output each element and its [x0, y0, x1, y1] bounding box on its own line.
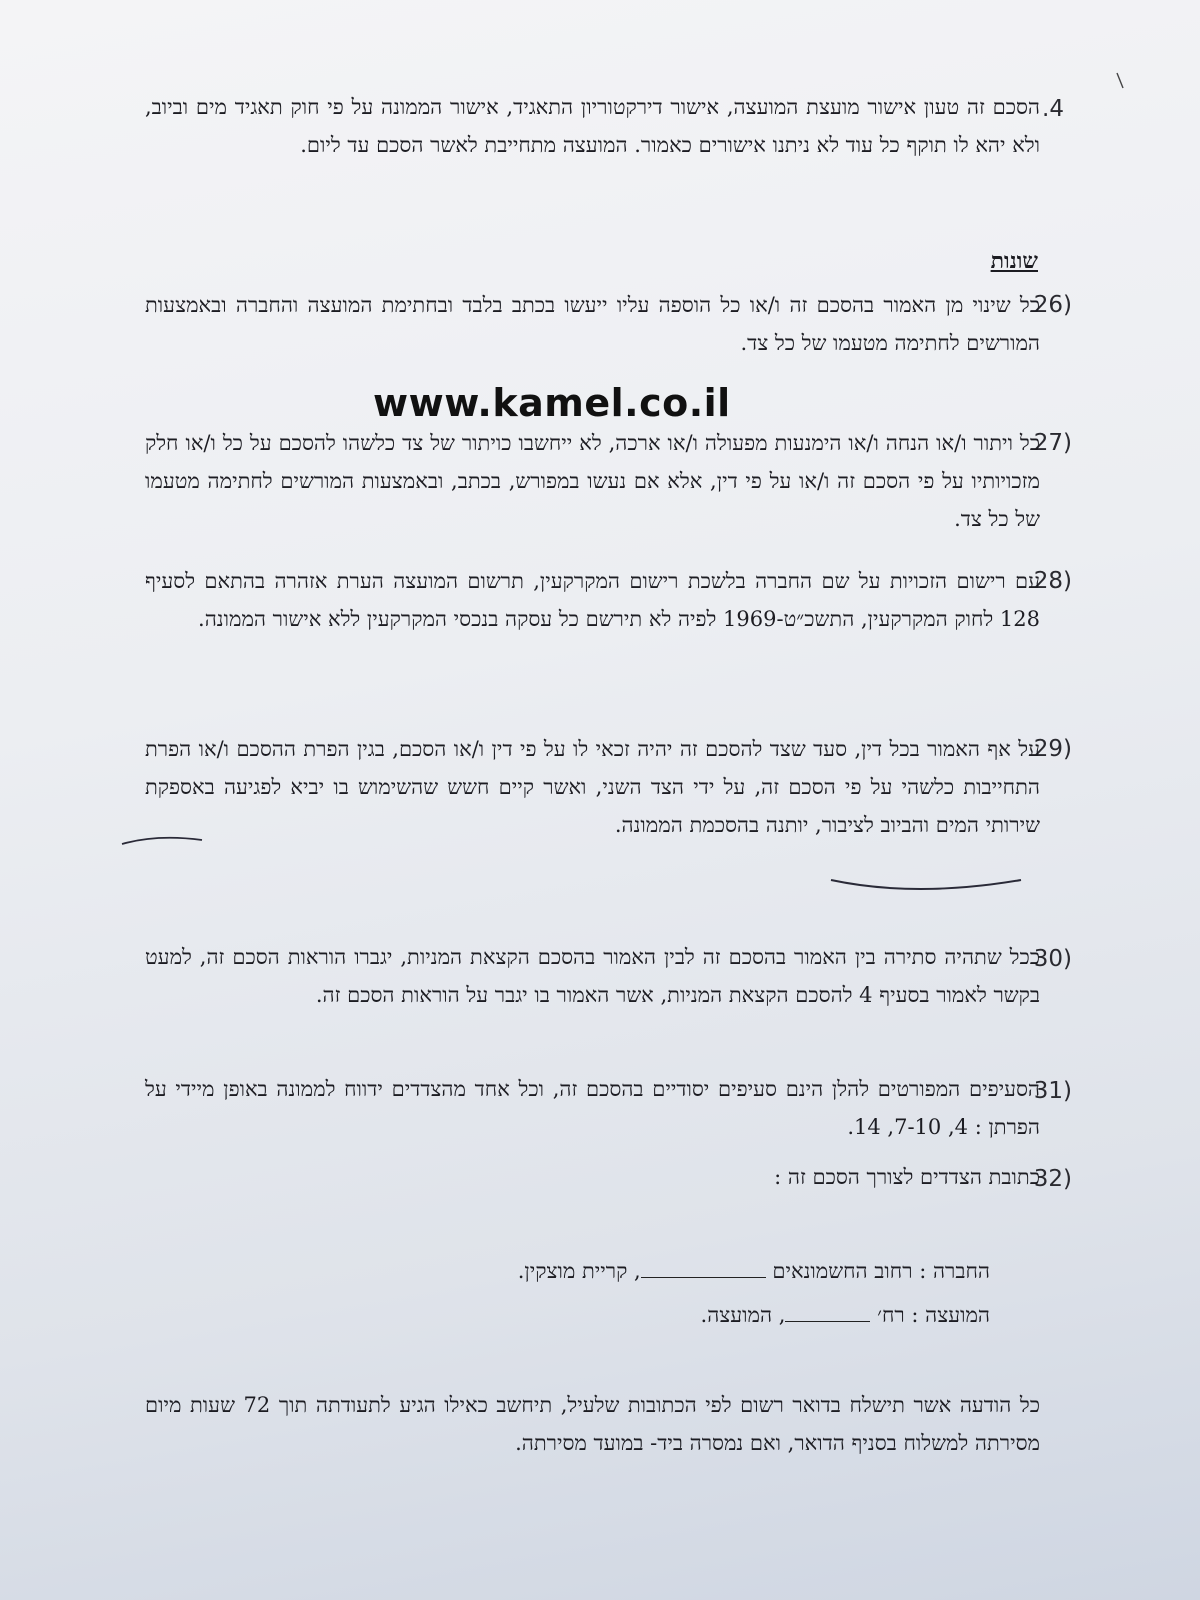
handwritten-underline	[117, 826, 207, 856]
clause-number: 28)	[1033, 568, 1072, 594]
council-address	[701, 1296, 990, 1334]
council-address-blank[interactable]	[785, 1301, 870, 1322]
clause-number: 30)	[1033, 946, 1072, 972]
clause-number: 29)	[1033, 736, 1072, 762]
clause-number: 27)	[1033, 430, 1072, 456]
council-address-label: המועצה : רח׳	[877, 1303, 990, 1327]
clause-text: כל ויתור ו/או הנחה ו/או הימנעות מפעולה ו/או ארכה, לא ייחשבו כויתור של צד כלשהו להסכם על כל ו/או חלק מזכויותיו על פי הסכם זה ו/או על פי דין, אלא אם נעשו במפורש, בכתב, ובאמצעות המורשים לחתימה מטעמו של כל צד.	[145, 431, 1040, 531]
clause-text: הסעיפים המפורטים להלן הינם סעיפים יסודיים בהסכם זה, וכל אחד מהצדדים ידווח לממונה באופן מיידי על הפרתן : 4, 7-10, 14.	[145, 1077, 1040, 1139]
clause-text: כתובת הצדדים לצורך הסכם זה :	[774, 1165, 1040, 1189]
company-address	[518, 1252, 990, 1290]
notice-text: כל הודעה אשר תישלח בדואר רשום לפי הכתובות שלעיל, תיחשב כאילו הגיע לתעודתה תוך 72 שעות מיום מסירתה למשלוח בסניף הדואר, ואם נמסרה ביד- במועד מסירתה.	[145, 1393, 1041, 1455]
section-number: .4	[1042, 96, 1064, 122]
clause-text: כל שינוי מן האמור בהסכם זה ו/או כל הוספה עליו ייעשו בכתב בלבד ובחתימת המועצה והחברה ובאמצעות המורשים לחתימה מטעמו של כל צד.	[145, 293, 1040, 355]
clause-text: על אף האמור בכל דין, סעד שצד להסכם זה יהיה זכאי לו על פי דין ו/או הסכם, בגין הפרת ההסכם ו/או הפרת התחייבות כלשהי על פי הסכם זה, על ידי הצד השני, ואשר קיים חשש שהשימוש בו יביא לפגיעה באספקת שירותי המים והביוב לציבור, יותנה בהסכמת הממונה.	[145, 737, 1040, 837]
council-address-city: , המועצה.	[700, 1303, 786, 1327]
company-address-label: החברה : רחוב החשמונאים	[772, 1259, 990, 1283]
pen-mark	[1115, 72, 1125, 90]
company-address-blank[interactable]	[641, 1257, 766, 1278]
clause-number: 31)	[1033, 1078, 1072, 1104]
company-address-city: , קריית מוצקין.	[517, 1259, 641, 1283]
clause-text: ככל שתהיה סתירה בין האמור בהסכם זה לבין האמור בהסכם הקצאת המניות, יגברו הוראות הסכם זה, למעט בקשר לאמור בסעיף 4 להסכם הקצאת המניות, אשר האמור בו יגבר על הוראות הסכם זה.	[145, 945, 1040, 1007]
handwritten-underline	[826, 858, 1026, 908]
section-heading: שונות	[990, 248, 1038, 274]
watermark: www.kamel.co.il	[373, 381, 731, 425]
clause-number: 32)	[1033, 1166, 1072, 1192]
section-4-text: הסכם זה טעון אישור מועצת המועצה, אישור דירקטוריון התאגיד, אישור הממונה על פי חוק תאגיד מים וביוב, ולא יהא לו תוקף כל עוד לא ניתנו אישורים כאמור. המועצה מתחייבת לאשר הסכם עד ליום.	[145, 95, 1040, 157]
clause-number: 26)	[1033, 292, 1072, 318]
clause-text: עם רישום הזכויות על שם החברה בלשכת רישום המקרקעין, תרשום המועצה הערת אזהרה בהתאם לסעיף 128 לחוק המקרקעין, התשכ״ט-1969 לפיה לא תירשם כל עסקה בנכסי המקרקעין ללא אישור הממונה.	[145, 569, 1040, 631]
